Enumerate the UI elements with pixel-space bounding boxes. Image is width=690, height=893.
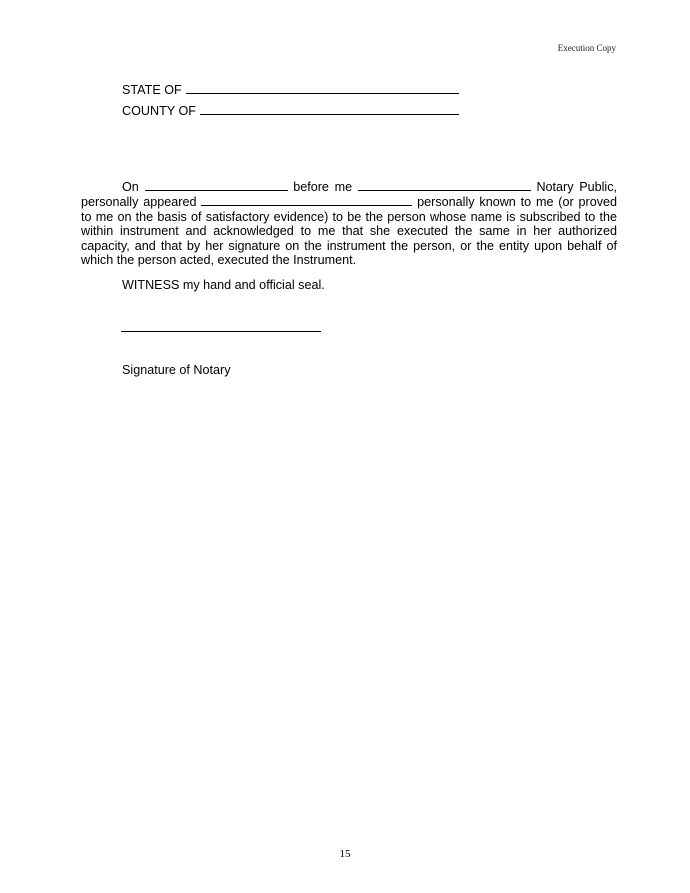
witness-statement: WITNESS my hand and official seal.: [122, 278, 325, 292]
page-number: 15: [339, 848, 351, 860]
appeared-person-blank: [201, 194, 412, 206]
state-line: [122, 81, 459, 98]
acknowledgment-paragraph: [81, 179, 617, 268]
document-header-label: Execution Copy: [557, 43, 616, 53]
state-blank: [186, 81, 459, 94]
notary-name-blank: [358, 179, 531, 191]
ack-body-text: personally known to me (or proved to me on the basis of satisfactory evidence) to be the person whose name is subscribed to the within instrument and acknowledged to me that she executed the same in her authorized capacity, and that by her signature on the instrument the person, or the entity upon behalf of which the person acted, executed the Instrument.: [81, 195, 618, 268]
ack-notary-public-text: Notary Public, personally appeared: [81, 179, 618, 210]
date-blank: [145, 179, 288, 191]
county-line: [122, 102, 459, 119]
state-label: STATE OF: [122, 83, 182, 97]
county-blank: [200, 102, 459, 115]
signature-line: [121, 331, 321, 332]
county-label: COUNTY OF: [122, 104, 196, 118]
ack-on-text: On: [122, 179, 139, 194]
ack-before-me-text: before me: [293, 179, 353, 194]
signature-caption: Signature of Notary: [122, 363, 231, 377]
